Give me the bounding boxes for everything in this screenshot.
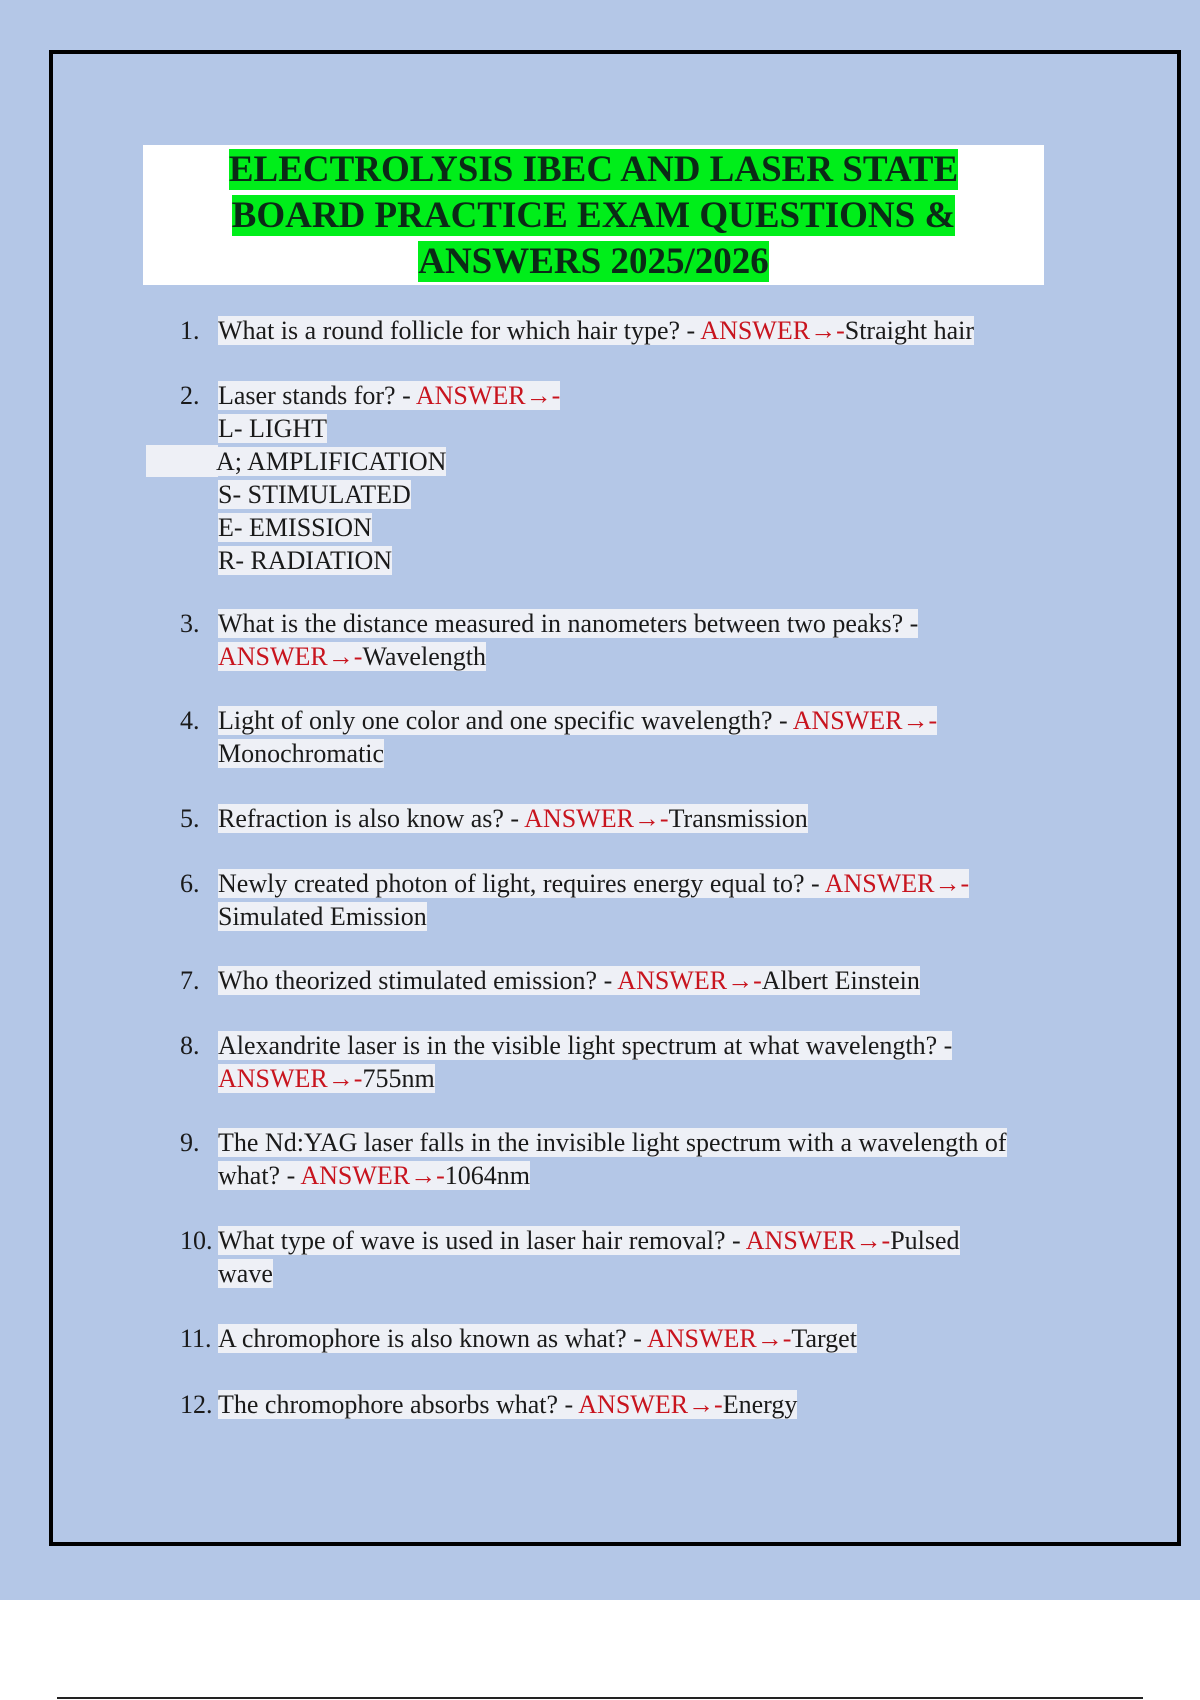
question-text: What is a round follicle for which hair type? - xyxy=(218,316,701,345)
answer-marker: ANSWER→- xyxy=(824,869,970,898)
question-number: 7. xyxy=(180,966,200,995)
answer-line: L- LIGHT xyxy=(218,414,328,443)
answer-text: Straight hair xyxy=(844,316,974,345)
question-text: Who theorized stimulated emission? - xyxy=(218,966,618,995)
answer-line: S- STIMULATED xyxy=(218,480,411,509)
footer-divider xyxy=(57,1697,1143,1699)
answer-text: Albert Einstein xyxy=(761,966,920,995)
answer-line: E- EMISSION xyxy=(218,513,372,542)
answer-text: 1064nm xyxy=(444,1161,530,1190)
answer-marker: ANSWER→- xyxy=(415,381,561,410)
question-text: The Nd:YAG laser falls in the invisible light spectrum with a wavelength of xyxy=(218,1128,1007,1157)
question-number: 1. xyxy=(180,316,200,345)
question-text: The chromophore absorbs what? - xyxy=(218,1390,579,1419)
title-line-1: ELECTROLYSIS IBEC AND LASER STATE xyxy=(228,149,959,190)
answer-text-cont: wave xyxy=(218,1259,273,1288)
answer-text: Simulated Emission xyxy=(218,902,427,931)
question-text: Alexandrite laser is in the visible light spectrum at what wavelength? - xyxy=(218,1031,953,1060)
question-number: 4. xyxy=(180,706,200,735)
question-number: 9. xyxy=(180,1128,200,1157)
answer-marker: ANSWER→- xyxy=(218,1064,363,1093)
answer-marker: ANSWER→- xyxy=(218,642,363,671)
question-number: 10. xyxy=(180,1226,213,1255)
answer-text: Wavelength xyxy=(362,642,486,671)
answer-line: A; AMPLIFICATION xyxy=(216,447,447,476)
answer-marker: ANSWER→- xyxy=(646,1324,792,1353)
question-number: 12. xyxy=(180,1390,213,1419)
question-number: 8. xyxy=(180,1031,200,1060)
answer-text: Target xyxy=(791,1324,857,1353)
question-text: Laser stands for? - xyxy=(218,381,416,410)
question-text: Newly created photon of light, requires energy equal to? - xyxy=(218,869,825,898)
answer-marker: ANSWER→- xyxy=(300,1161,445,1190)
question-text: What type of wave is used in laser hair removal? - xyxy=(218,1226,746,1255)
answer-marker: ANSWER→- xyxy=(792,706,938,735)
answer-marker: ANSWER→- xyxy=(578,1390,723,1419)
question-number: 11. xyxy=(180,1324,212,1353)
answer-text: Pulsed xyxy=(890,1226,960,1255)
question-number: 2. xyxy=(180,381,200,410)
question-number: 6. xyxy=(180,869,200,898)
answer-marker: ANSWER→- xyxy=(524,804,669,833)
question-text: Light of only one color and one specific wavelength? - xyxy=(218,706,793,735)
answer-line: R- RADIATION xyxy=(218,546,393,575)
answer-text: Monochromatic xyxy=(218,739,385,768)
question-number: 3. xyxy=(180,609,200,638)
answer-text: 755nm xyxy=(362,1064,435,1093)
answer-marker: ANSWER→- xyxy=(617,966,762,995)
answer-marker: ANSWER→- xyxy=(745,1226,891,1255)
question-text: Refraction is also know as? - xyxy=(218,804,525,833)
title-line-3: ANSWERS 2025/2026 xyxy=(418,241,769,282)
title-line-2: BOARD PRACTICE EXAM QUESTIONS & xyxy=(231,195,956,236)
question-text: What is the distance measured in nanometers between two peaks? - xyxy=(218,609,919,638)
question-text-cont: what? - xyxy=(218,1161,301,1190)
answer-marker: ANSWER→- xyxy=(700,316,845,345)
answer-text: Energy xyxy=(722,1390,798,1419)
question-text: A chromophore is also known as what? - xyxy=(218,1324,647,1353)
question-number: 5. xyxy=(180,804,200,833)
answer-text: Transmission xyxy=(668,804,808,833)
